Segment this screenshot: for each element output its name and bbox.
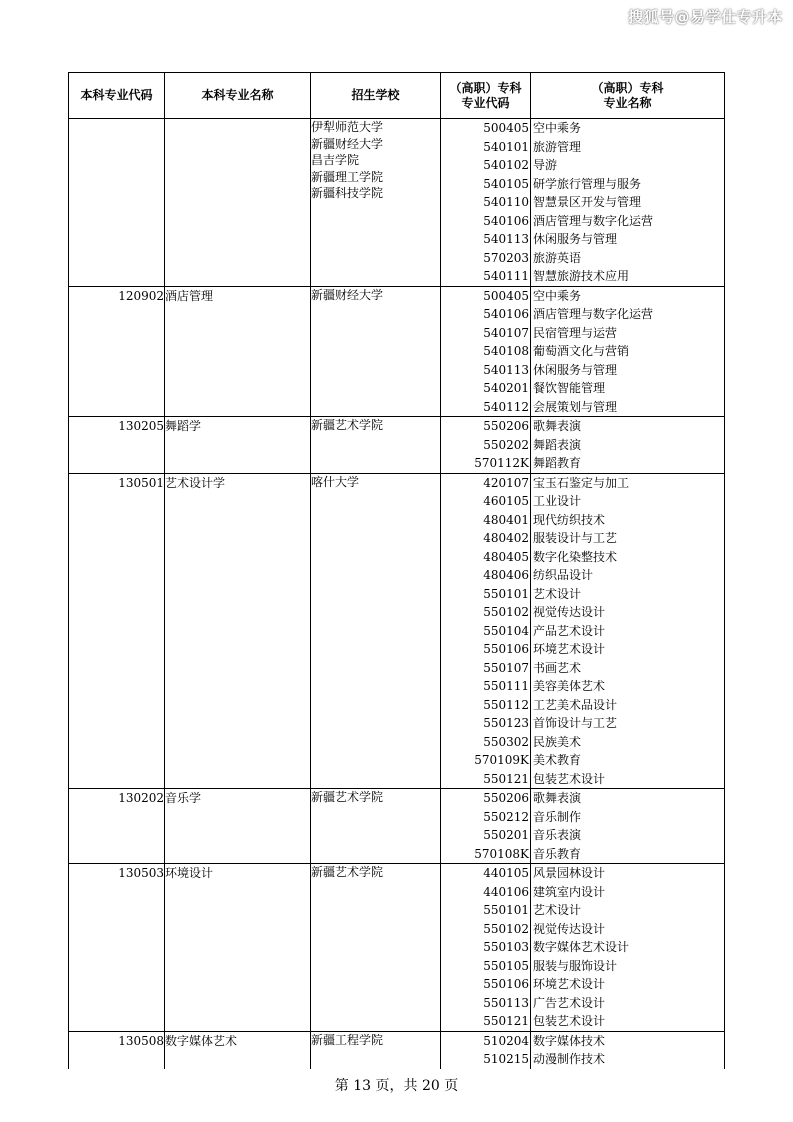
vocational-code: 550212 [483, 809, 529, 824]
vocational-code: 500405 [483, 288, 529, 303]
vocational-code-cell [441, 286, 531, 417]
vocational-code: 550101 [483, 586, 529, 601]
vocational-code: 440105 [483, 866, 529, 880]
undergrad-name-cell [165, 119, 311, 287]
school-name: 新疆艺术学院 [311, 865, 384, 879]
undergrad-name-cell: 舞蹈学 [165, 417, 311, 474]
vocational-name: 空中乘务 [533, 288, 582, 303]
vocational-code: 570203 [483, 250, 529, 265]
table-row [69, 286, 725, 417]
vocational-code: 550111 [483, 679, 529, 693]
vocational-code: 550123 [483, 716, 529, 730]
vocational-code-cell [441, 864, 531, 1032]
vocational-code: 540113 [483, 362, 529, 377]
vocational-code-cell [441, 417, 531, 474]
vocational-name: 动漫制作技术 [533, 1052, 606, 1066]
vocational-code: 540101 [483, 139, 529, 154]
vocational-code-cell [441, 1031, 531, 1069]
major-mapping-table [68, 72, 725, 1069]
vocational-name: 空中乘务 [533, 121, 582, 135]
vocational-name: 舞蹈教育 [533, 456, 582, 470]
undergrad-name-cell: 环境设计 [165, 864, 311, 1032]
vocational-name: 民族美术 [533, 734, 582, 749]
vocational-name: 环境艺术设计 [533, 977, 606, 991]
vocational-code: 550206 [483, 419, 529, 433]
vocational-code: 540111 [483, 269, 529, 283]
header-undergrad-code: 本科专业代码 [69, 73, 165, 119]
vocational-name: 产品艺术设计 [533, 623, 606, 638]
vocational-name: 包装艺术设计 [533, 771, 606, 786]
undergrad-code-cell: 130205 [69, 417, 165, 474]
table-row [69, 864, 725, 1032]
undergrad-name-cell: 数字媒体艺术 [165, 1031, 311, 1069]
vocational-code: 550113 [483, 995, 529, 1010]
school-name: 昌吉学院 [311, 153, 360, 168]
vocational-code: 570109K [474, 753, 529, 767]
vocational-code: 550102 [483, 921, 529, 936]
vocational-code: 540106 [483, 307, 529, 321]
vocational-code: 550121 [483, 771, 529, 786]
vocational-name: 舞蹈表演 [533, 437, 582, 452]
header-vocational-code: （高职）专科 专业代码 [441, 73, 531, 119]
vocational-code: 570112K [474, 456, 529, 470]
school-name: 新疆艺术学院 [311, 418, 384, 432]
vocational-name: 研学旅行管理与服务 [533, 176, 642, 191]
school-name: 伊犁师范大学 [311, 120, 384, 134]
school-name: 新疆科技学院 [311, 186, 384, 201]
vocational-code: 510215 [483, 1052, 529, 1066]
vocational-name: 歌舞表演 [533, 419, 582, 433]
undergrad-code-cell: 130503 [69, 864, 165, 1032]
vocational-code-cell [441, 789, 531, 864]
vocational-code: 550201 [483, 828, 529, 842]
vocational-code: 550302 [483, 734, 529, 749]
vocational-name: 数字媒体技术 [533, 1033, 606, 1048]
table-row [69, 1031, 725, 1069]
vocational-name: 智慧旅游技术应用 [533, 269, 630, 283]
vocational-name-cell [531, 1031, 725, 1069]
vocational-name: 工艺美术品设计 [533, 697, 618, 712]
vocational-code: 440106 [483, 884, 529, 899]
vocational-code: 510204 [483, 1033, 529, 1048]
vocational-code: 540102 [483, 158, 529, 172]
vocational-code: 460105 [483, 494, 529, 508]
vocational-code: 540110 [483, 195, 529, 209]
vocational-code: 540106 [483, 213, 529, 228]
vocational-name: 休闲服务与管理 [533, 232, 618, 246]
table-row [69, 119, 725, 287]
school-cell [311, 1031, 441, 1069]
school-cell [311, 473, 441, 789]
vocational-name: 艺术设计 [533, 586, 582, 601]
vocational-name: 纺织品设计 [533, 568, 594, 582]
undergrad-name-cell: 音乐学 [165, 789, 311, 864]
vocational-name: 酒店管理与数字化运营 [533, 307, 654, 321]
school-cell [311, 417, 441, 474]
undergrad-name-cell: 艺术设计学 [165, 473, 311, 789]
vocational-code: 540105 [483, 176, 529, 191]
vocational-code: 480406 [483, 568, 529, 582]
vocational-name: 美术教育 [533, 753, 582, 767]
vocational-name: 风景园林设计 [533, 866, 606, 880]
school-name: 新疆财经大学 [311, 136, 384, 151]
vocational-name: 环境艺术设计 [533, 642, 606, 656]
undergrad-code-cell: 130501 [69, 473, 165, 789]
vocational-code: 540107 [483, 325, 529, 340]
vocational-name: 音乐表演 [533, 828, 582, 842]
vocational-code: 570108K [474, 846, 529, 861]
vocational-name: 书画艺术 [533, 660, 582, 675]
table-row [69, 789, 725, 864]
undergrad-code-cell: 130202 [69, 789, 165, 864]
vocational-code: 480401 [483, 512, 529, 527]
vocational-code: 550206 [483, 791, 529, 805]
vocational-name-cell [531, 119, 725, 287]
vocational-name: 旅游管理 [533, 139, 582, 154]
vocational-name-cell [531, 286, 725, 417]
vocational-name: 广告艺术设计 [533, 995, 606, 1010]
school-name: 新疆工程学院 [311, 1032, 384, 1047]
school-name: 新疆理工学院 [311, 169, 384, 184]
vocational-name: 葡萄酒文化与营销 [533, 344, 630, 358]
vocational-name: 休闲服务与管理 [533, 362, 618, 377]
vocational-name: 宝玉石鉴定与加工 [533, 475, 630, 490]
school-name: 喀什大学 [311, 474, 360, 489]
vocational-name: 首饰设计与工艺 [533, 716, 618, 730]
vocational-code: 550105 [483, 958, 529, 973]
vocational-name: 数字媒体艺术设计 [533, 940, 630, 954]
vocational-name-cell [531, 864, 725, 1032]
school-name: 新疆财经大学 [311, 287, 384, 302]
vocational-code: 550103 [483, 940, 529, 954]
vocational-name: 工业设计 [533, 494, 582, 508]
vocational-name: 视觉传达设计 [533, 921, 606, 936]
vocational-name: 视觉传达设计 [533, 605, 606, 619]
vocational-code: 540201 [483, 381, 529, 395]
school-name: 新疆艺术学院 [311, 790, 384, 804]
vocational-code: 480402 [483, 531, 529, 545]
vocational-code: 540112 [483, 399, 529, 414]
vocational-name: 建筑室内设计 [533, 884, 606, 899]
vocational-name: 音乐教育 [533, 846, 582, 861]
vocational-code: 500405 [483, 121, 529, 135]
vocational-name: 导游 [533, 158, 558, 172]
vocational-code: 540113 [483, 232, 529, 246]
vocational-code: 480405 [483, 549, 529, 564]
vocational-name: 服装设计与工艺 [533, 531, 618, 545]
vocational-name: 餐饮智能管理 [533, 381, 606, 395]
vocational-name: 歌舞表演 [533, 791, 582, 805]
school-cell [311, 119, 441, 287]
vocational-code: 540108 [483, 344, 529, 358]
school-cell [311, 286, 441, 417]
vocational-name: 音乐制作 [533, 809, 582, 824]
school-cell [311, 864, 441, 1032]
vocational-code: 550102 [483, 605, 529, 619]
school-cell [311, 789, 441, 864]
header-undergrad-name: 本科专业名称 [165, 73, 311, 119]
vocational-name: 酒店管理与数字化运营 [533, 213, 654, 228]
vocational-name-cell [531, 417, 725, 474]
vocational-code: 550106 [483, 977, 529, 991]
table-header-row [69, 73, 725, 119]
vocational-name-cell [531, 473, 725, 789]
undergrad-code-cell [69, 119, 165, 287]
vocational-name: 旅游英语 [533, 250, 582, 265]
table-row [69, 417, 725, 474]
header-school: 招生学校 [311, 73, 441, 119]
vocational-code: 550106 [483, 642, 529, 656]
vocational-code-cell [441, 119, 531, 287]
vocational-code: 550202 [483, 437, 529, 452]
vocational-name: 美容美体艺术 [533, 679, 606, 693]
header-vocational-name: （高职）专科 专业名称 [531, 73, 725, 119]
vocational-name: 现代纺织技术 [533, 512, 606, 527]
vocational-code: 550107 [483, 660, 529, 675]
vocational-name: 民宿管理与运营 [533, 325, 618, 340]
undergrad-name-cell: 酒店管理 [165, 286, 311, 417]
undergrad-code-cell: 120902 [69, 286, 165, 417]
watermark: 搜狐号@易学仕专升本 [627, 8, 783, 26]
undergrad-code-cell: 130508 [69, 1031, 165, 1069]
vocational-code: 550121 [483, 1014, 529, 1028]
table-row [69, 473, 725, 789]
vocational-name: 会展策划与管理 [533, 399, 618, 414]
vocational-name: 服装与服饰设计 [533, 958, 618, 973]
vocational-name: 数字化染整技术 [533, 549, 618, 564]
vocational-code: 550101 [483, 903, 529, 917]
vocational-name: 智慧景区开发与管理 [533, 195, 642, 209]
vocational-name-cell [531, 789, 725, 864]
vocational-code-cell [441, 473, 531, 789]
vocational-name: 包装艺术设计 [533, 1014, 606, 1028]
page-footer: 第 13 页，共 20 页 [334, 1078, 459, 1094]
vocational-code: 550104 [483, 623, 529, 638]
vocational-name: 艺术设计 [533, 903, 582, 917]
vocational-code: 550112 [483, 697, 529, 712]
vocational-code: 420107 [483, 475, 529, 490]
